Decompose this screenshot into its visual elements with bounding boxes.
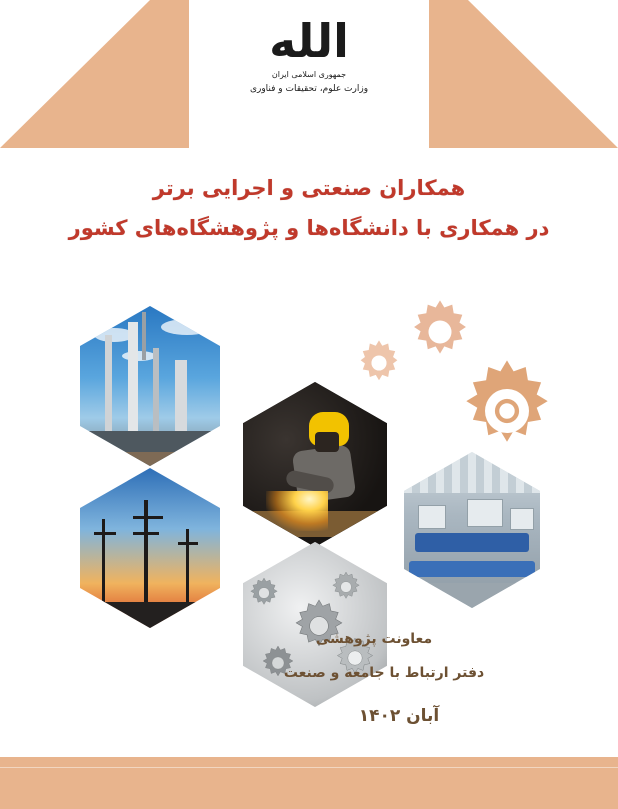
top-right-white-wedge	[468, 0, 618, 148]
footer-line-1-wrap	[0, 628, 618, 647]
title-line-1: همکاران صنعتی و اجرایی برتر	[152, 176, 466, 200]
photo-collage	[0, 292, 618, 712]
footer-line-3-wrap	[0, 706, 618, 726]
gears-photo	[243, 542, 387, 707]
footer-deputy-label: معاونت پژوهشی	[315, 631, 433, 647]
top-left-white-wedge	[0, 0, 150, 148]
footer-office-label: دفتر ارتباط با جامعه و صنعت	[283, 665, 485, 681]
iran-emblem	[209, 16, 409, 94]
page-title	[0, 168, 618, 248]
power-lines-photo	[80, 468, 220, 628]
emblem-ministry-label: وزارت علوم، تحقیقات و فناوری	[249, 84, 369, 94]
footer-line-2-wrap	[0, 662, 618, 681]
emblem-mark: الله	[269, 14, 349, 68]
welding-photo	[243, 382, 387, 547]
bottom-decorative-band	[0, 757, 618, 809]
title-line-2: در همکاری با دانشگاه‌ها و پژوهشگاه‌های کشور	[68, 216, 550, 240]
footer-date-label: آبان ۱۴۰۲	[358, 706, 440, 726]
bottom-band-rule	[0, 767, 618, 768]
refinery-photo	[80, 306, 220, 466]
factory-line-photo	[404, 452, 540, 608]
emblem-country-label: جمهوری اسلامی ایران	[271, 70, 347, 79]
